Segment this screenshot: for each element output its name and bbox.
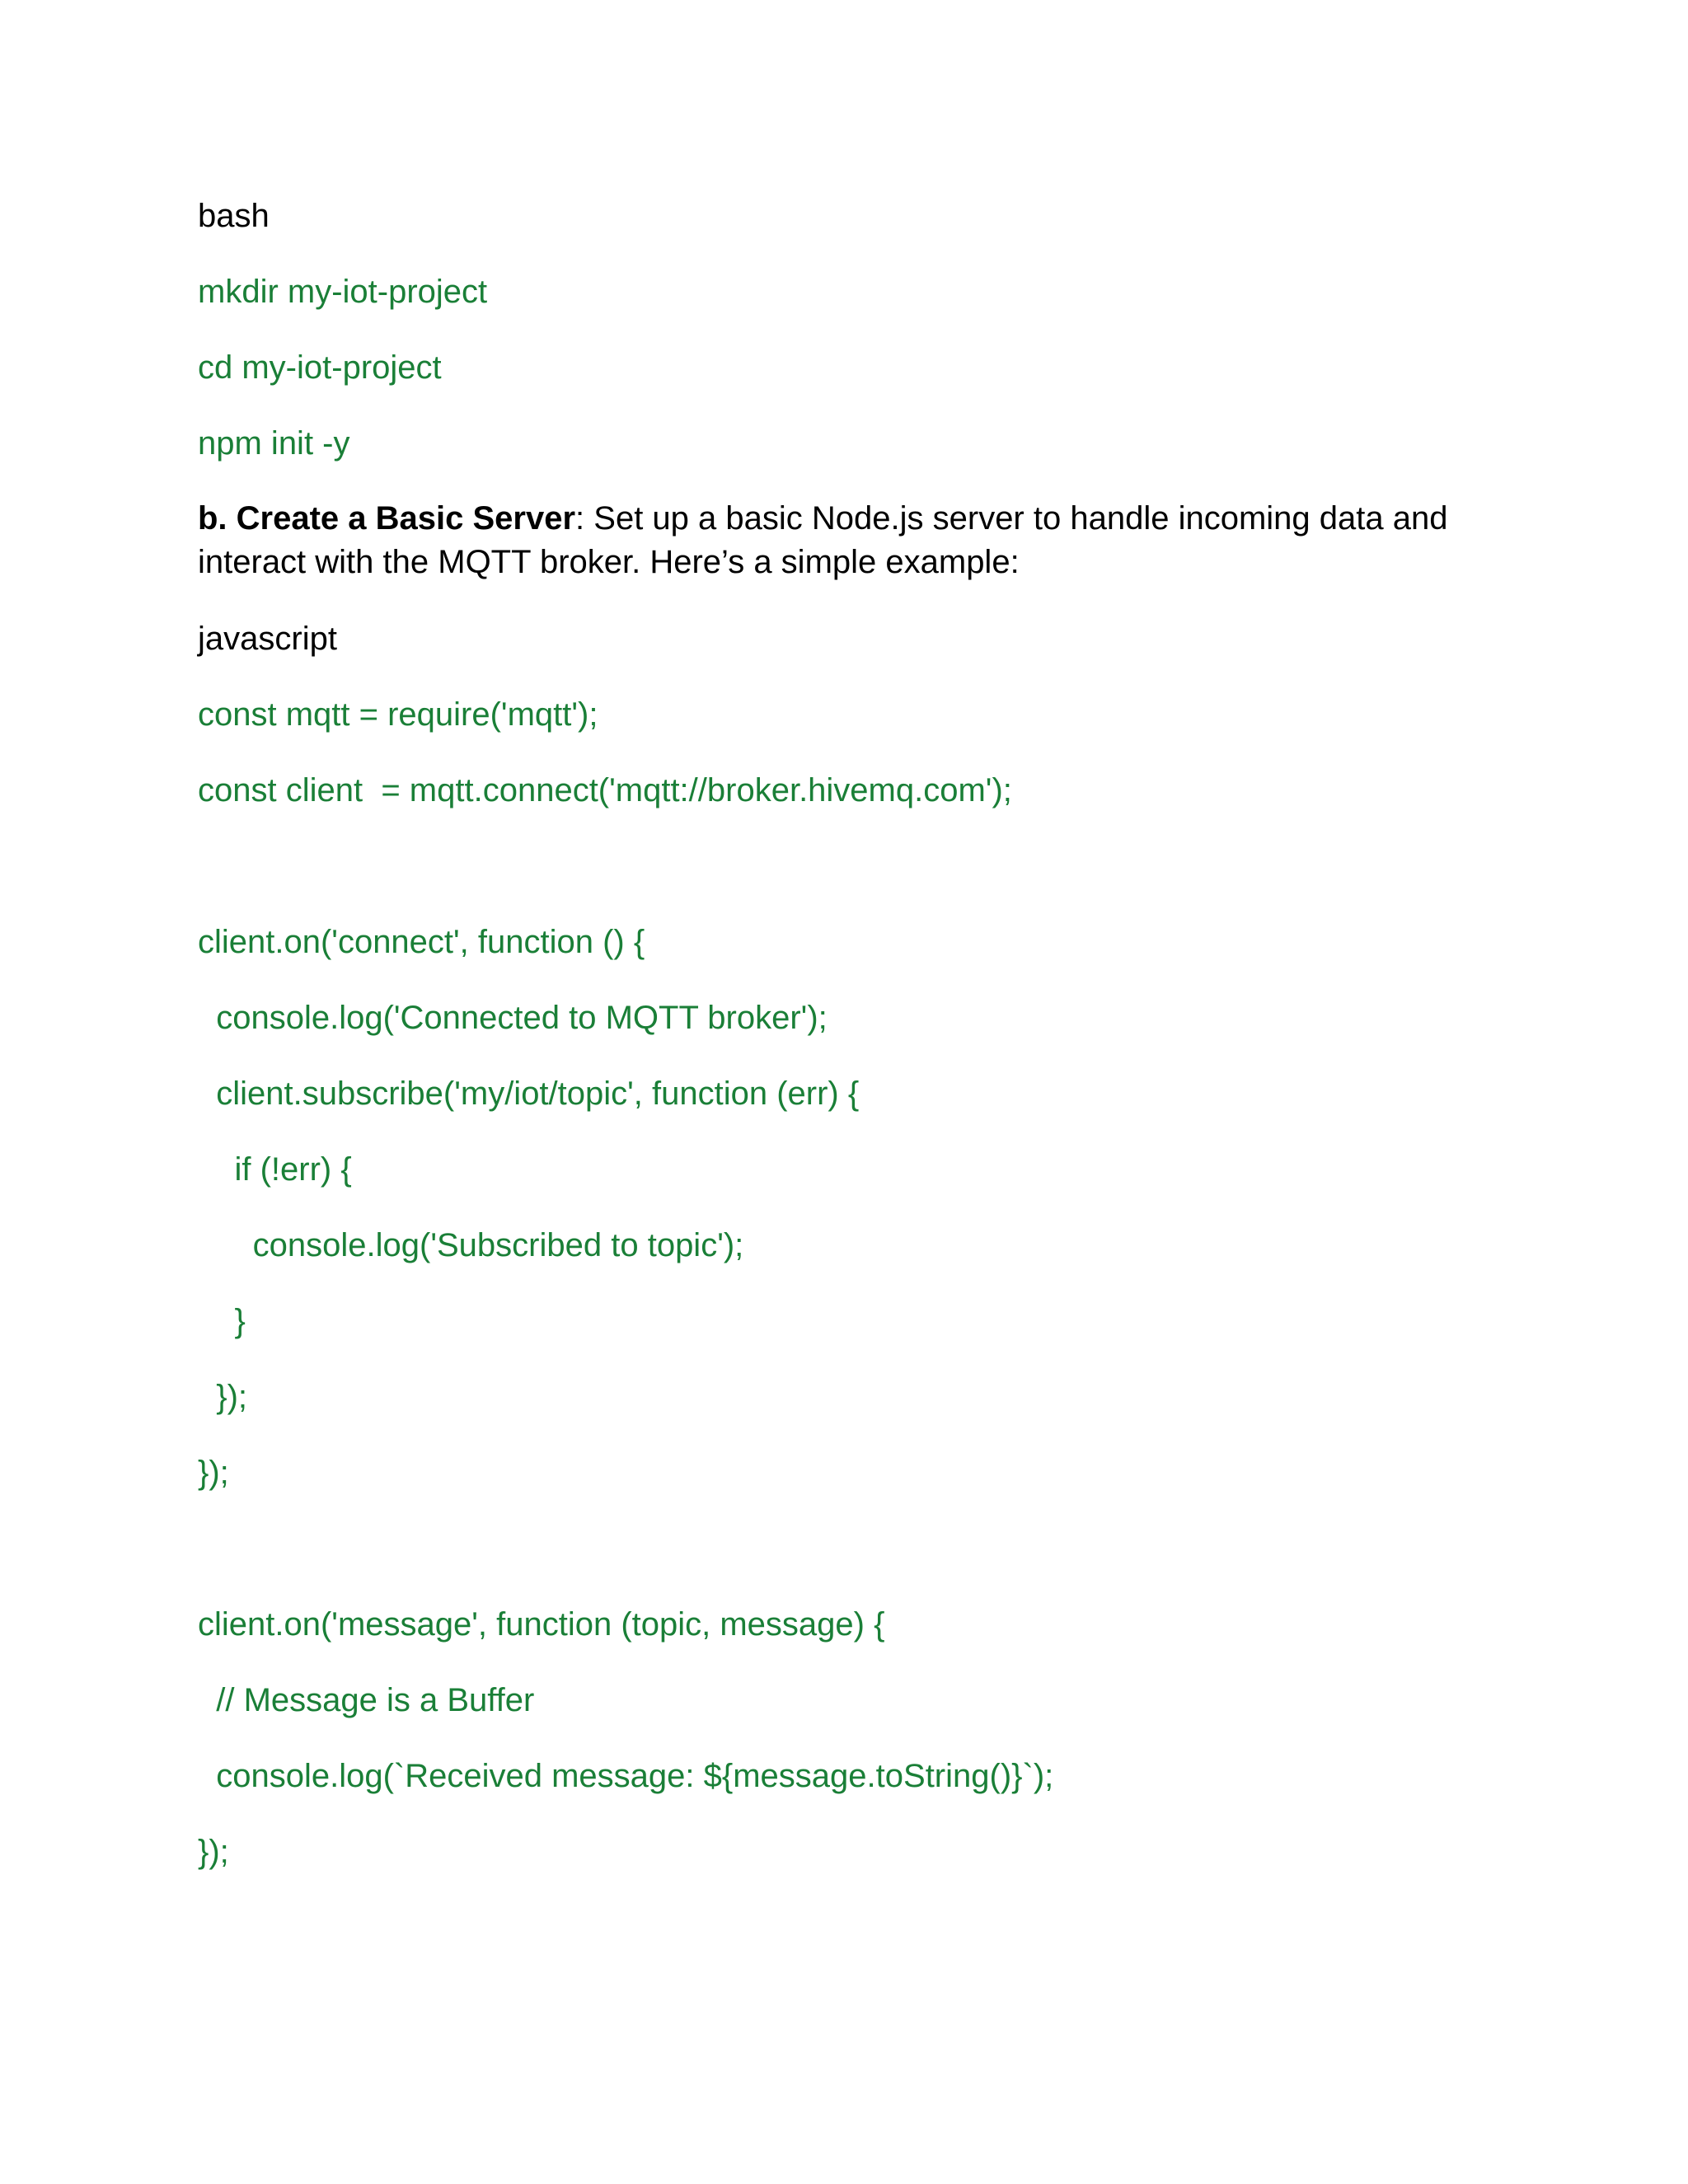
bash-line-mkdir: mkdir my-iot-project (198, 274, 488, 310)
js-line-close-connect: }); (198, 1455, 229, 1491)
js-line-comment-buffer: // Message is a Buffer (198, 1682, 535, 1718)
step-b-paragraph (198, 497, 1492, 584)
step-b-text: : Set up a basic Node.js server to handle incoming data and interact with the MQTT broker. Here’s a simple example: (198, 500, 1448, 580)
js-line-if-err: if (!err) { (198, 1151, 352, 1188)
code-language-label-javascript: javascript (198, 621, 337, 657)
code-language-label-bash: bash (198, 198, 270, 234)
step-b-heading: b. Create a Basic Server (198, 500, 576, 537)
js-line-log-connected: console.log('Connected to MQTT broker'); (198, 1000, 828, 1036)
bash-line-cd: cd my-iot-project (198, 349, 442, 386)
js-line-connect: const client = mqtt.connect('mqtt://broker.hivemq.com'); (198, 772, 1012, 808)
js-line-log-received: console.log(`Received message: ${message.toString()}`); (198, 1758, 1054, 1794)
js-line-close-message: }); (198, 1834, 229, 1870)
js-line-on-connect: client.on('connect', function () { (198, 924, 645, 960)
js-line-on-message: client.on('message', function (topic, message) { (198, 1606, 885, 1643)
js-line-close-if: } (198, 1303, 246, 1339)
js-line-subscribe: client.subscribe('my/iot/topic', function (err) { (198, 1076, 860, 1112)
bash-line-npm-init: npm init -y (198, 425, 350, 462)
js-line-require: const mqtt = require('mqtt'); (198, 696, 598, 733)
js-line-close-subscribe: }); (198, 1379, 248, 1415)
js-line-log-subscribed: console.log('Subscribed to topic'); (198, 1227, 744, 1263)
